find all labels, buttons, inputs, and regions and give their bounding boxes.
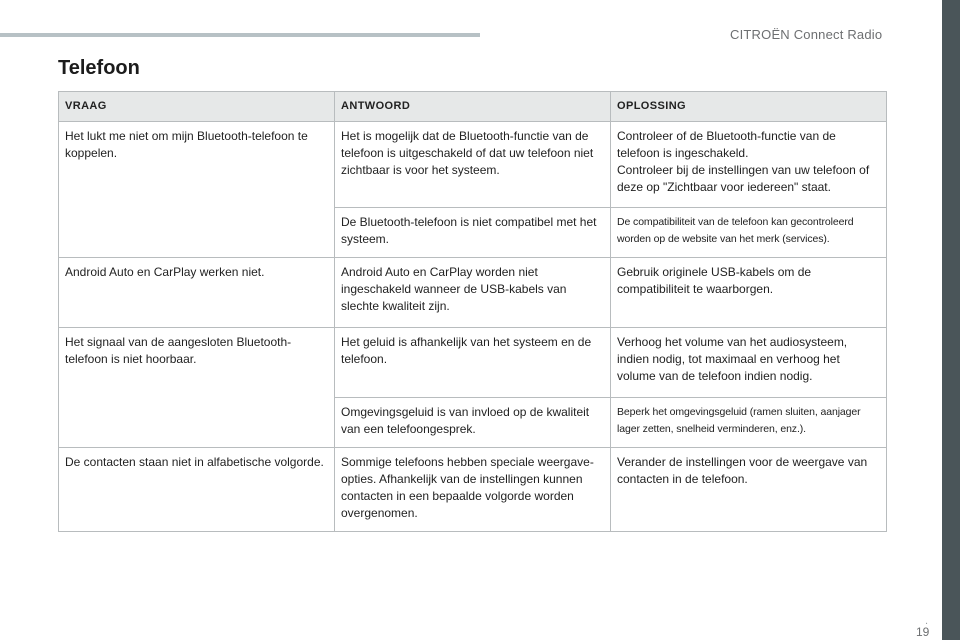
header-vraag: VRAAG xyxy=(59,92,335,122)
table-row xyxy=(59,258,887,328)
answer-cell: Sommige telefoons hebben speciale weergave-opties. Afhankelijk van de instellingen kunnen contacten in een bepaalde volgorde worden overgenomen. xyxy=(335,448,611,532)
solution-cell: De compatibiliteit van de telefoon kan gecontroleerd worden op de website van het merk (services). xyxy=(611,208,887,258)
question-cell: Het lukt me niet om mijn Bluetooth-telefoon te koppelen. xyxy=(59,122,335,258)
question-cell: De contacten staan niet in alfabetische volgorde. xyxy=(59,448,335,532)
page-title: Telefoon xyxy=(58,57,140,79)
solution-line: Controleer bij de instellingen van uw telefoon of deze op "Zichtbaar voor iedereen" staat. xyxy=(617,163,870,194)
table-row xyxy=(59,448,887,532)
question-cell: Het signaal van de aangesloten Bluetooth-telefoon is niet hoorbaar. xyxy=(59,328,335,448)
solution-cell: Beperk het omgevingsgeluid (ramen sluiten, aanjager lager zetten, snelheid verminderen, enz.). xyxy=(611,398,887,448)
solution-cell: Verhoog het volume van het audiosysteem, indien nodig, tot maximaal en verhoog het volume van de telefoon indien nodig. xyxy=(611,328,887,398)
table-header-row xyxy=(59,92,887,122)
answer-cell: De Bluetooth-telefoon is niet compatibel met het systeem. xyxy=(335,208,611,258)
page-dot: . xyxy=(925,615,929,627)
answer-cell: Het is mogelijk dat de Bluetooth-functie van de telefoon is uitgeschakeld of dat uw telefoon niet zichtbaar is voor het systeem. xyxy=(335,122,611,208)
table-row xyxy=(59,328,887,398)
page-number: 19 xyxy=(916,625,930,639)
solution-cell xyxy=(611,122,887,208)
manual-title: CITROËN Connect Radio xyxy=(730,27,883,42)
answer-cell: Android Auto en CarPlay worden niet ingeschakeld wanneer de USB-kabels van slechte kwaliteit zijn. xyxy=(335,258,611,328)
side-tab-bar xyxy=(942,0,960,640)
table-row xyxy=(59,122,887,208)
header-oplossing: OPLOSSING xyxy=(611,92,887,122)
answer-cell: Het geluid is afhankelijk van het systeem en de telefoon. xyxy=(335,328,611,398)
solution-cell: Verander de instellingen voor de weergave van contacten in de telefoon. xyxy=(611,448,887,532)
answer-cell: Omgevingsgeluid is van invloed op de kwaliteit van een telefoongesprek. xyxy=(335,398,611,448)
solution-line: Controleer of de Bluetooth-functie van de telefoon is ingeschakeld. xyxy=(617,129,836,160)
header-antwoord: ANTWOORD xyxy=(335,92,611,122)
faq-table xyxy=(58,91,887,532)
header-rule xyxy=(0,33,480,37)
solution-cell: Gebruik originele USB-kabels om de compatibiliteit te waarborgen. xyxy=(611,258,887,328)
question-cell: Android Auto en CarPlay werken niet. xyxy=(59,258,335,328)
